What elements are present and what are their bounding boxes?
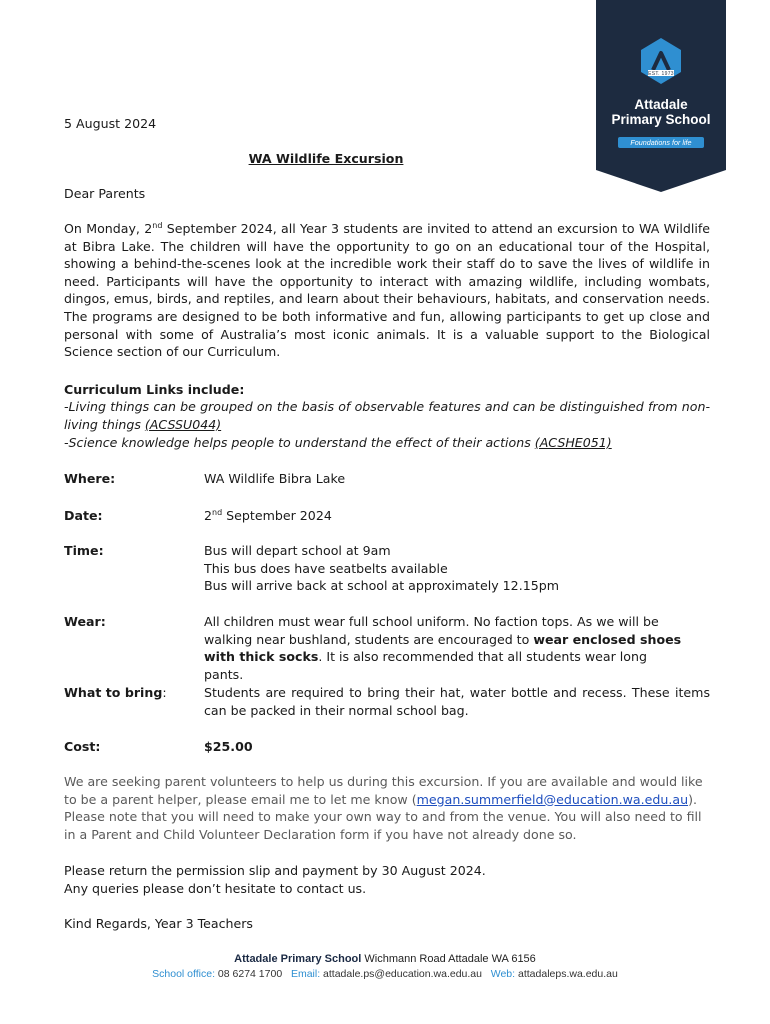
curriculum-heading: Curriculum Links include: [64, 382, 245, 397]
wear-label: Wear: [64, 614, 106, 629]
bring-value: Students are required to bring their hat, water bottle and recess. These items can be packed in their normal school bag. [204, 685, 710, 718]
date-value: 2nd September 2024 [204, 508, 332, 523]
logo-motto: Foundations for life [618, 137, 704, 148]
intro-paragraph: On Monday, 2nd September 2024, all Year 3 students are invited to attend an excursion to WA Wildlife at Bibra Lake. The children will have the opportunity to go on an educational tour of the Hospital, showing a behind-the-scenes look at the incredible work their staff do to save the lives of wildlife in need. Participants will have the opportunity to interact with amazing wildlife, including wombats, dingos, emus, birds, and reptiles, and learn about their behaviours, habitats, and conservation needs. The programs are designed to be both informative and fun, allowing participants to get up close and personal with some of Australia’s most iconic animals. It is a valuable support to the Biological Science section of our Curriculum. [64, 221, 710, 360]
volunteer-email-link[interactable]: megan.summerfield@education.wa.edu.au [416, 791, 689, 807]
where-label: Where: [64, 471, 116, 486]
curriculum-code-1: (ACSSU044) [144, 416, 222, 432]
sign-off: Kind Regards, Year 3 Teachers [64, 916, 253, 931]
footer-web[interactable]: attadaleps.wa.edu.au [515, 968, 618, 980]
bring-label: What to bring: [64, 685, 167, 700]
where-value: WA Wildlife Bibra Lake [204, 471, 346, 486]
footer-address: Attadale Primary School Wichmann Road Attadale WA 6156 [234, 953, 536, 965]
wear-value: All children must wear full school uniform. No faction tops. As we will be walking near bushland, students are encouraged to wear enclosed shoes with thick socks. It is also recommended that all students wear long pants. [204, 614, 682, 682]
time-value: Bus will depart school at 9am This bus does have seatbelts available Bus will arrive back at school at approximately 12.15pm [204, 543, 559, 594]
letter-title: WA Wildlife Excursion [248, 151, 404, 166]
cost-value: $25.00 [204, 739, 253, 754]
curriculum-link-1: -Living things can be grouped on the basis of observable features and can be distinguished from non-living things (ACSSU044) [64, 399, 710, 432]
time-label: Time: [64, 543, 104, 558]
volunteer-paragraph: We are seeking parent volunteers to help us during this excursion. If you are available and would like to be a parent helper, please email me to let me know (megan.summerfield@education.wa.edu.au). Please note that you will need to make your own way to and from the venue. You will also need to fill in a Parent and Child Volunteer Declaration form if you have not already done so. [64, 774, 703, 842]
salutation: Dear Parents [64, 186, 146, 201]
logo-school-name: Attadale Primary School [611, 97, 711, 127]
return-instructions: Please return the permission slip and payment by 30 August 2024. Any queries please don’t hesitate to contact us. [64, 863, 486, 896]
date-label: Date: [64, 508, 103, 523]
logo-est-text: EST. 1973 [648, 71, 674, 77]
curriculum-link-2: -Science knowledge helps people to understand the effect of their actions (ACSHE051) [64, 435, 612, 450]
cost-label: Cost: [64, 739, 101, 754]
letter-date: 5 August 2024 [64, 116, 157, 131]
footer-email[interactable]: attadale.ps@education.wa.edu.au [320, 968, 482, 980]
footer-contacts: School office: 08 6274 1700 Email: attadale.ps@education.wa.edu.au Web: attadaleps.wa.edu.au [152, 968, 618, 980]
footer-phone: 08 6274 1700 [215, 968, 283, 980]
curriculum-code-2: (ACSHE051) [534, 435, 612, 450]
